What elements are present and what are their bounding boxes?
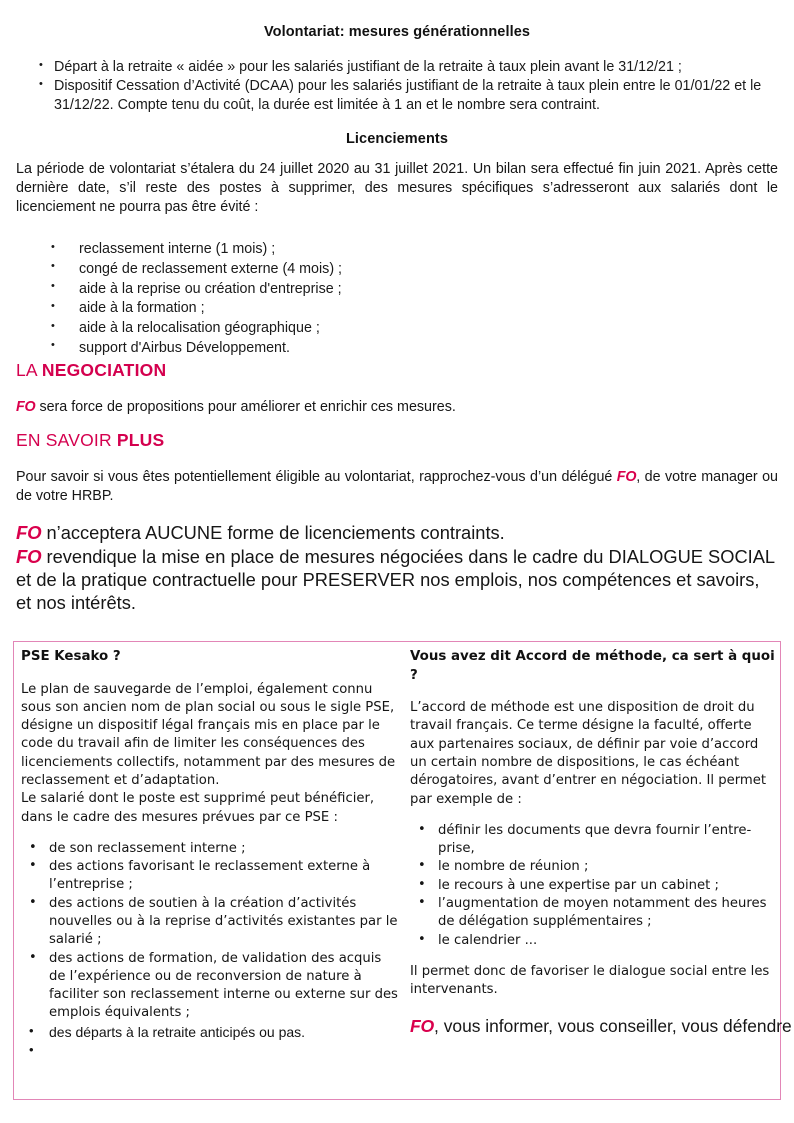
heading-prefix: LA bbox=[16, 360, 42, 380]
faq-accord-paragraph-1: L’accord de méthode est une disposition de droit du travail français. Ce terme désigne la faculté, offerte aux partenaires sociaux, de définir par voie d’accord un certain nombre de dispositions, le cas échéant dérogatoires, avant d’entrer en négociation. Il permet par exemple de : bbox=[410, 700, 767, 807]
list-item: • le recours à une expertise par un cabinet ; bbox=[410, 877, 778, 895]
spacer bbox=[410, 809, 778, 822]
list-item: • reclassement interne (1 mois) ; bbox=[45, 240, 545, 259]
fo-mark: FO bbox=[16, 522, 42, 543]
fo-tagline bbox=[410, 1016, 792, 1037]
spacer bbox=[410, 950, 778, 963]
list-item: • aide à la relocalisation géographique ; bbox=[45, 319, 545, 338]
volontariat-measures-list bbox=[36, 58, 778, 115]
statement-line-1-text: n’acceptera AUCUNE forme de licenciements contraints. bbox=[41, 522, 505, 543]
faq-columns bbox=[14, 642, 792, 1099]
list-item: • des actions de soutien à la création d’activités nouvelles ou à la reprise d’activités existantes par le salarié ; bbox=[21, 895, 399, 950]
list-item: • Dispositif Cessation d’Activité (DCAA) pour les salariés justifiant de la retraite à taux plein entre le 01/01/22 et le 31/12/22. Compte tenu du coût, la durée est limitée à 1 an et le nombre sera contraint. bbox=[36, 77, 778, 115]
savoir-plus-text-part2: , de votre manager ou de votre HRBP. bbox=[16, 469, 778, 504]
heading-emphasis: PLUS bbox=[116, 430, 165, 450]
list-item: • des actions de formation, de validation des acquis de l’expérience ou de reconversion de nature à faciliter son reclassement interne ou externe sur des emplois équivalents ; bbox=[21, 950, 399, 1023]
fo-statement-block bbox=[16, 521, 778, 615]
list-item: • aide à la formation ; bbox=[45, 299, 545, 318]
licenciements-intro-paragraph: La période de volontariat s’étalera du 24 juillet 2020 au 31 juillet 2021. Un bilan sera effectué fin juin 2021. Après cette dernière date, s’il reste des postes à supprimer, des mesures spécifiques s’adresseront aux salariés dont le licenciement ne pourra pas être évité : bbox=[16, 161, 778, 215]
list-item: • l’augmentation de moyen notamment des heures de délégation supplémentaires ; bbox=[410, 895, 778, 932]
list-item: • de son reclassement interne ; bbox=[21, 840, 399, 858]
faq-info-box bbox=[13, 641, 792, 1100]
faq-accord-paragraph-2: Il permet donc de favoriser le dialogue social entre les intervenants. bbox=[410, 963, 770, 998]
faq-pse-paragraph-2: Le salarié dont le poste est supprimé peut bénéficier, dans le cadre des mesures prévues par ce PSE : bbox=[21, 791, 375, 825]
list-item: • support d'Airbus Développement. bbox=[45, 339, 545, 358]
heading-prefix: EN SAVOIR bbox=[16, 430, 117, 450]
heading-la-negociation bbox=[16, 360, 166, 381]
heading-emphasis: NEGOCIATION bbox=[41, 360, 167, 380]
statement-line-2 bbox=[16, 545, 778, 615]
fo-tagline-text: , vous informer, vous conseiller, vous défendre bbox=[434, 1016, 792, 1037]
fo-mark: FO bbox=[16, 545, 42, 567]
fo-mark: FO bbox=[16, 399, 36, 415]
statement-line-1 bbox=[16, 521, 778, 545]
list-item: • le calendrier ... bbox=[410, 932, 778, 950]
section-title-licenciements: Licenciements bbox=[345, 131, 449, 147]
list-item: • des départs à la retraite anticipés ou pas. bbox=[21, 1023, 399, 1042]
faq-column-pse bbox=[21, 648, 399, 1099]
faq-column-accord-methode bbox=[410, 648, 792, 1099]
list-item: • des actions favorisant le reclassement externe à l’entreprise ; bbox=[21, 858, 399, 895]
licenciement-measures-list bbox=[45, 240, 545, 359]
list-item: • le nombre de réunion ; bbox=[410, 858, 778, 876]
list-item: • définir les documents que devra fournir l’entre-prise, bbox=[410, 822, 778, 859]
list-item: • congé de reclassement externe (4 mois) ; bbox=[45, 260, 545, 279]
negociation-paragraph-text: sera force de propositions pour améliorer et enrichir ces mesures. bbox=[35, 399, 456, 415]
spacer bbox=[21, 827, 399, 840]
heading-en-savoir-plus bbox=[16, 430, 164, 451]
savoir-plus-text-part1: Pour savoir si vous êtes potentiellement éligible au volontariat, rapprochez-vous d’un délégué bbox=[16, 469, 617, 485]
faq-pse-paragraph-1: Le plan de sauvegarde de l’emploi, également connu sous son ancien nom de plan social ou sous le sigle PSE, désigne un dispositif légal français mis en place par le code du travail afin de limiter les conséquences des licenciements collectifs, notamment par des mesures de reclassement et d’adaptation. bbox=[21, 681, 396, 788]
list-item: • aide à la reprise ou création d'entreprise ; bbox=[45, 280, 545, 299]
list-item: • Départ à la retraite « aidée » pour les salariés justifiant de la retraite à taux plein avant le 31/12/21 ; bbox=[36, 58, 778, 77]
negociation-paragraph bbox=[16, 398, 778, 417]
savoir-plus-paragraph bbox=[16, 468, 778, 506]
fo-mark: FO bbox=[410, 1016, 435, 1037]
section-title-volontariat: Volontariat: mesures générationnelles bbox=[263, 24, 531, 40]
statement-line-2-text: revendique la mise en place de mesures négociées dans le cadre du DIALOGUE SOCIAL et de la pratique contractuelle pour PRESERVER nos emplois, nos compétences et savoirs, et nos intérêts. bbox=[16, 545, 775, 614]
faq-accord-bullet-list bbox=[410, 822, 778, 950]
fo-mark: FO bbox=[616, 469, 637, 485]
list-item-empty bbox=[21, 1042, 399, 1059]
faq-title-pse: PSE Kesako ? bbox=[21, 649, 121, 664]
faq-title-accord-methode: Vous avez dit Accord de méthode, ca sert à quoi ? bbox=[410, 649, 775, 683]
faq-pse-bullet-list bbox=[21, 840, 399, 1059]
